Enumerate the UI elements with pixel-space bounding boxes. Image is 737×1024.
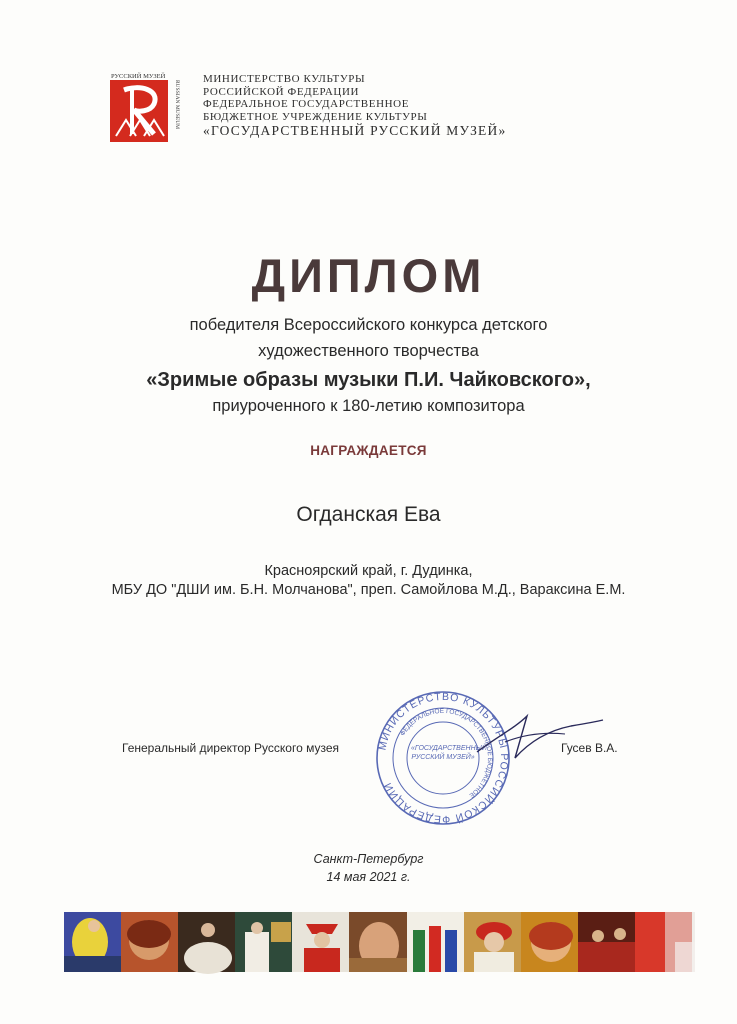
painting-thumbnail bbox=[521, 912, 578, 972]
diploma-title: ДИПЛОМ bbox=[251, 249, 486, 302]
awarded-label: НАГРАЖДАЕТСЯ bbox=[310, 443, 427, 458]
official-stamp: МИНИСТЕРСТВО КУЛЬТУРЫ РОССИЙСКОЙ ФЕДЕРАЦИИ ФЕДЕРАЛЬНОЕ ГОСУДАРСТВЕННОЕ БЮДЖЕТНОЕ «ГОСУДАРСТВЕННЫЙ РУССКИЙ МУЗЕЙ» bbox=[376, 690, 511, 826]
art-strip bbox=[64, 912, 692, 972]
org-line-1: МИНИСТЕРСТВО КУЛЬТУРЫ bbox=[203, 73, 366, 85]
org-line-2: РОССИЙСКОЙ ФЕДЕРАЦИИ bbox=[203, 85, 360, 98]
painting-thumbnail bbox=[407, 912, 464, 972]
city: Санкт-Петербург bbox=[313, 852, 424, 866]
org-line-5: «ГОСУДАРСТВЕННЫЙ РУССКИЙ МУЗЕЙ» bbox=[203, 123, 507, 138]
org-line-3: ФЕДЕРАЛЬНОЕ ГОСУДАРСТВЕННОЕ bbox=[203, 98, 410, 110]
org-line-4: БЮДЖЕТНОЕ УЧРЕЖДЕНИЕ КУЛЬТУРЫ bbox=[203, 110, 428, 123]
painting-thumbnail bbox=[121, 912, 178, 972]
painting-thumbnail bbox=[578, 912, 635, 972]
institution-line-2: МБУ ДО "ДШИ им. Б.Н. Молчанова", преп. Самойлова М.Д., Вараксина Е.М. bbox=[111, 582, 626, 598]
svg-text:ФЕДЕРАЛЬНОЕ ГОСУДАРСТВЕННОЕ БЮ: ФЕДЕРАЛЬНОЕ ГОСУДАРСТВЕННОЕ БЮДЖЕТНОЕ bbox=[399, 707, 494, 799]
contest-name: «Зримые образы музыки П.И. Чайковского», bbox=[146, 369, 591, 391]
painting-thumbnail bbox=[635, 912, 692, 972]
anniversary-line: приуроченного к 180-летию композитора bbox=[212, 397, 525, 415]
director-name: Гусев В.А. bbox=[561, 741, 618, 755]
svg-text:RUSSIAN MUSEUM: RUSSIAN MUSEUM bbox=[174, 80, 180, 130]
painting-thumbnail bbox=[64, 912, 121, 972]
organization-header bbox=[203, 73, 506, 138]
director-title: Генеральный директор Русского музея bbox=[122, 741, 340, 755]
painting-thumbnail bbox=[349, 912, 406, 972]
painting-thumbnail bbox=[235, 912, 292, 972]
painting-thumbnail bbox=[292, 912, 349, 972]
svg-text:РУССКИЙ МУЗЕЙ: РУССКИЙ МУЗЕЙ bbox=[111, 73, 166, 80]
date: 14 мая 2021 г. bbox=[326, 870, 411, 884]
institution-line-1: Красноярский край, г. Дудинка, bbox=[264, 563, 473, 579]
winner-text-line-1: победителя Всероссийского конкурса детского bbox=[189, 316, 548, 334]
handwritten-signature bbox=[475, 708, 615, 768]
painting-thumbnail bbox=[178, 912, 235, 972]
painting-thumbnail bbox=[464, 912, 521, 972]
svg-text:МИНИСТЕРСТВО КУЛЬТУРЫ РОССИЙСК: МИНИСТЕРСТВО КУЛЬТУРЫ РОССИЙСКОЙ ФЕДЕРАЦИИ bbox=[376, 690, 511, 826]
recipient-name: Огданская Ева bbox=[296, 503, 441, 526]
russian-museum-logo bbox=[110, 72, 182, 142]
winner-text-line-2: художественного творчества bbox=[258, 342, 479, 360]
